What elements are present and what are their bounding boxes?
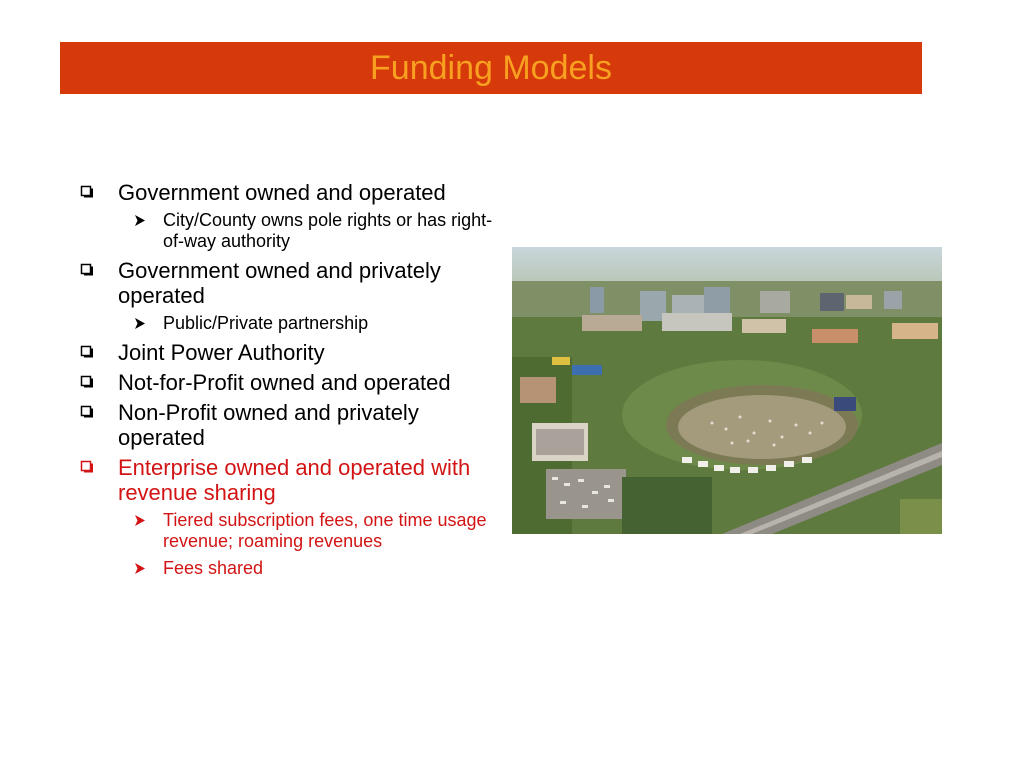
sub-bullet-tiered-fees: [78, 510, 498, 552]
hollow-square-bullet-icon: [80, 263, 94, 277]
aerial-city-festival-photo: [512, 247, 942, 534]
hollow-square-bullet-icon: [80, 185, 94, 199]
aerial-photo-illustration: [512, 247, 942, 534]
title-bar: [60, 42, 922, 94]
bullet-text: Enterprise owned and operated with revenue sharing: [118, 455, 471, 505]
hollow-square-bullet-icon: [80, 405, 94, 419]
sub-bullet-text: Tiered subscription fees, one time usage revenue; roaming revenues: [163, 510, 487, 551]
bullet-text: Non-Profit owned and privately operated: [118, 400, 419, 450]
sub-bullet-text: City/County owns pole rights or has right-of-way authority: [163, 210, 493, 251]
arrowhead-bullet-icon: [133, 317, 146, 330]
bullet-text: Joint Power Authority: [118, 340, 325, 365]
bullet-government-owned-operated: [78, 180, 498, 205]
sub-bullet-public-private: [78, 313, 498, 334]
sub-bullet-text: Public/Private partnership: [163, 313, 369, 333]
arrowhead-bullet-icon: [133, 214, 146, 227]
bullet-list: [78, 180, 498, 585]
slide-title: Funding Models: [370, 49, 612, 87]
bullet-text: Not-for-Profit owned and operated: [118, 370, 451, 395]
bullet-text: Government owned and privately operated: [118, 258, 441, 308]
arrowhead-bullet-icon: [133, 514, 146, 527]
hollow-square-bullet-icon: [80, 345, 94, 359]
bullet-not-for-profit: [78, 370, 498, 395]
sub-bullet-text: Fees shared: [163, 558, 264, 578]
bullet-text: Government owned and operated: [118, 180, 446, 205]
hollow-square-bullet-icon: [80, 375, 94, 389]
sub-bullet-fees-shared: [78, 558, 498, 579]
hollow-square-bullet-icon: [80, 460, 94, 474]
bullet-government-owned-privately-operated: [78, 258, 498, 308]
bullet-joint-power-authority: [78, 340, 498, 365]
arrowhead-bullet-icon: [133, 562, 146, 575]
bullet-non-profit: [78, 400, 498, 450]
sub-bullet-pole-rights: [78, 210, 498, 252]
bullet-enterprise-revenue-sharing: [78, 455, 498, 505]
